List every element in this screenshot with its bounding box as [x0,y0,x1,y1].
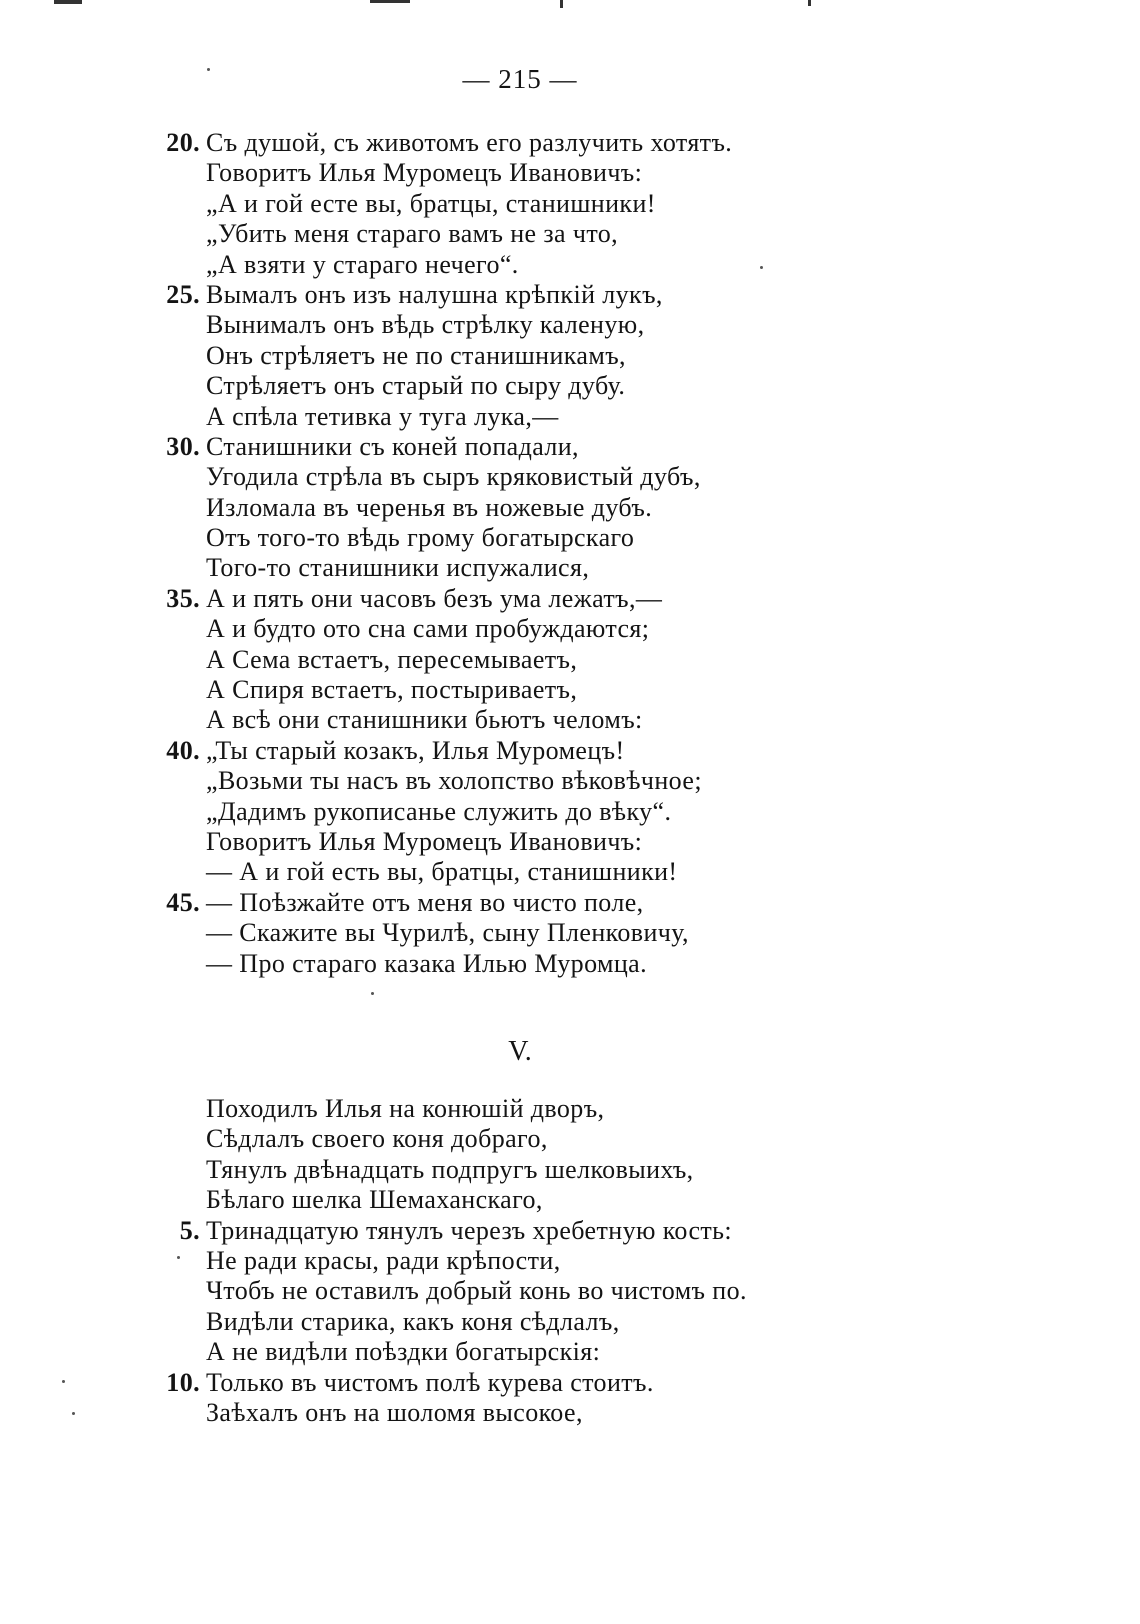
verse-line-text: А Сема встаетъ, пересемываетъ, [206,644,578,674]
verse-line [150,219,850,249]
print-speck [371,992,374,995]
verse-line-text: Вынималъ онъ вѣдь стрѣлку каленую, [206,310,645,340]
verse-line-number: 20. [166,128,200,157]
verse-line [150,1276,850,1306]
verse-line [150,1307,850,1337]
verse-line-text: Видѣли старика, какъ коня сѣдлалъ, [206,1306,620,1336]
verse-line [150,827,850,857]
verse-line-number: 35. [166,583,200,613]
verse-line-text: Только въ чистомъ полѣ курева стоитъ. [206,1367,654,1397]
verse-line-text: — Про стараго казака Илью Муромца. [206,948,647,978]
verse-line [150,371,850,401]
verse-line-text: А и пять они часовъ безъ ума лежатъ,— [206,583,663,613]
print-speck [760,266,763,269]
verse-line [150,888,850,918]
verse-line [150,493,850,523]
verse-line [150,280,850,310]
page-number: — 215 — [462,64,578,94]
verse-line-text: Станишники съ коней попадали, [206,431,579,461]
verse-line-text: Заѣхалъ онъ на шоломя высокое, [206,1397,583,1427]
verse-line-text: Отъ того-то вѣдь грому богатырскаго [206,523,635,553]
verse-line-text: Угодила стрѣла въ сыръ кряковистый дубъ, [206,462,701,492]
verse-line [150,918,850,948]
verse-line [150,432,850,462]
verse-line-text: Походилъ Илья на конюшій дворъ, [206,1094,605,1123]
verse-line-text: — А и гой есть вы, братцы, станишники! [206,857,678,887]
verse-line-number: 45. [166,887,200,917]
verse-line [150,158,850,188]
verse-section-iv-ending [150,128,850,979]
verse-line-text: А Спиря встаетъ, постыриваетъ, [206,675,578,705]
verse-line-text: Тянулъ двѣнадцать подпругъ шелковыихъ, [206,1154,694,1184]
print-speck [72,1412,75,1415]
verse-line-text: Изломала въ черенья въ ножевые дубъ. [206,492,653,522]
print-speck [177,1256,180,1259]
verse-line [150,736,850,766]
verse-line [150,1185,850,1215]
verse-line [150,766,850,796]
verse-line-text: Тринадцатую тянулъ черезъ хребетную кость: [206,1215,733,1245]
verse-line-text: А не видѣли поѣздки богатырскія: [206,1337,601,1367]
verse-line-text: Говоритъ Илья Муромецъ Ивановичъ: [206,158,643,188]
print-speck [207,68,210,71]
verse-line [150,462,850,492]
verse-line [150,949,850,979]
verse-line [150,1337,850,1367]
verse-line [150,675,850,705]
verse-line [150,797,850,827]
verse-line [150,402,850,432]
verse-line [150,584,850,614]
verse-section-v [150,1094,850,1428]
verse-line-number: 10. [166,1367,200,1397]
verse-line-text: Вымалъ онъ изъ налушна крѣпкій лукъ, [206,279,663,309]
verse-line-text: — Скажите вы Чурилѣ, сыну Пленковичу, [206,918,689,948]
verse-line [150,1216,850,1246]
verse-line [150,523,850,553]
verse-line-text: Того-то станишники испужалися, [206,553,590,583]
verse-line [150,250,850,280]
verse-line-text: Бѣлаго шелка Шемаханскаго, [206,1185,543,1215]
verse-line-text: „Дадимъ рукописанье служить до вѣку“. [206,796,672,826]
verse-line [150,1094,850,1124]
verse-line [150,310,850,340]
verse-line [150,341,850,371]
verse-line-text: Сѣдлалъ своего коня добраго, [206,1124,548,1154]
verse-line [150,1368,850,1398]
verse-line-number: 5. [179,1215,200,1245]
verse-line-number: 25. [166,279,200,309]
verse-line-text: А спѣла тетивка у туга лука,— [206,401,559,431]
verse-line-number: 40. [166,735,200,765]
verse-line-text: — Поѣзжайте отъ меня во чисто поле, [206,887,644,917]
verse-line-text: „А взяти у стараго нечего“. [206,249,519,279]
verse-line [150,553,850,583]
verse-line [150,1155,850,1185]
verse-line-text: Съ душой, съ животомъ его разлучить хотятъ. [206,128,733,157]
verse-line-text: А и будто ото сна сами пробуждаются; [206,614,650,644]
verse-line [150,1398,850,1428]
verse-line-text: Стрѣляетъ онъ старый по сыру дубу. [206,371,626,401]
verse-line-text: Не ради красы, ради крѣпости, [206,1245,561,1275]
verse-line [150,189,850,219]
section-heading: V. [508,1036,532,1067]
verse-line-text: А всѣ они станишники бьютъ челомъ: [206,705,643,735]
verse-line [150,614,850,644]
verse-line [150,1124,850,1154]
verse-line [150,1246,850,1276]
verse-line-text: „Возьми ты насъ въ холопство вѣковѣчное; [206,766,702,796]
verse-line-text: „Ты старый козакъ, Илья Муромецъ! [206,735,625,765]
verse-line [150,128,850,158]
verse-line [150,857,850,887]
verse-line-text: Онъ стрѣляетъ не по станишникамъ, [206,340,626,370]
verse-line-text: Говоритъ Илья Муромецъ Ивановичъ: [206,826,643,856]
verse-line [150,705,850,735]
top-edge-marks [40,0,820,10]
verse-line-text: „А и гой есте вы, братцы, станишники! [206,188,656,218]
verse-line-text: „Убить меня стараго вамъ не за что, [206,219,619,249]
print-speck [62,1380,65,1383]
verse-line-number: 30. [166,431,200,461]
verse-line-text: Чтобъ не оставилъ добрый конь во чистомъ по. [206,1276,747,1306]
verse-line [150,645,850,675]
